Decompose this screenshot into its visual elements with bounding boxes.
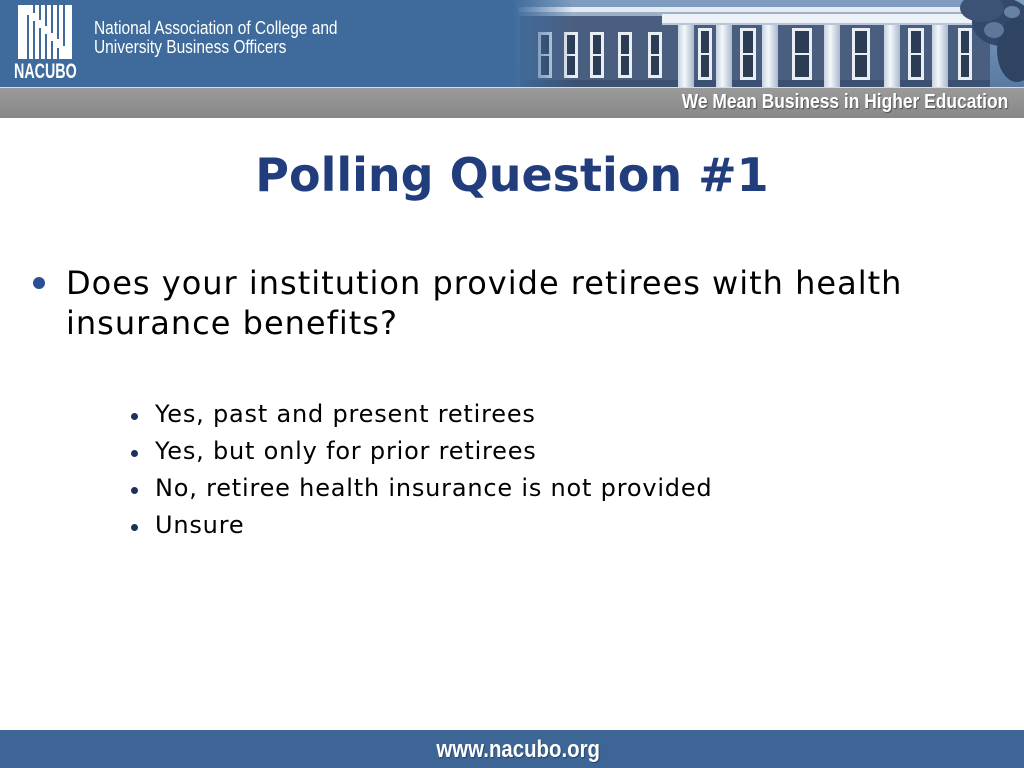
logo-text: NACUBO <box>14 60 77 83</box>
sub-bullet-icon <box>131 524 138 531</box>
tagline-bar <box>0 88 1024 118</box>
answer-option: Yes, past and present retirees <box>155 400 536 428</box>
sub-bullet-icon <box>131 413 138 420</box>
building-photo <box>512 0 1024 87</box>
slide-title: Polling Question #1 <box>255 148 769 202</box>
footer-bar <box>0 730 1024 768</box>
answer-option: No, retiree health insurance is not provided <box>155 474 713 502</box>
header-banner <box>0 0 1024 87</box>
footer-url-container <box>0 738 1024 762</box>
nacubo-emblem-icon <box>18 5 72 59</box>
tagline: We Mean Business in Higher Education <box>681 91 1008 113</box>
answer-option: Yes, but only for prior retirees <box>155 437 537 465</box>
question-text: Does your institution provide retirees with health insurance benefits? <box>66 264 903 342</box>
org-name-line-2: University Business Officers <box>94 37 287 57</box>
nacubo-logo <box>14 4 80 84</box>
org-name-line-1: National Association of College and <box>94 18 338 38</box>
footer-url: www.nacubo.org <box>436 736 600 763</box>
bullet-icon <box>33 277 45 289</box>
sub-bullet-icon <box>131 487 138 494</box>
sub-bullet-icon <box>131 450 138 457</box>
answer-option: Unsure <box>155 511 245 539</box>
